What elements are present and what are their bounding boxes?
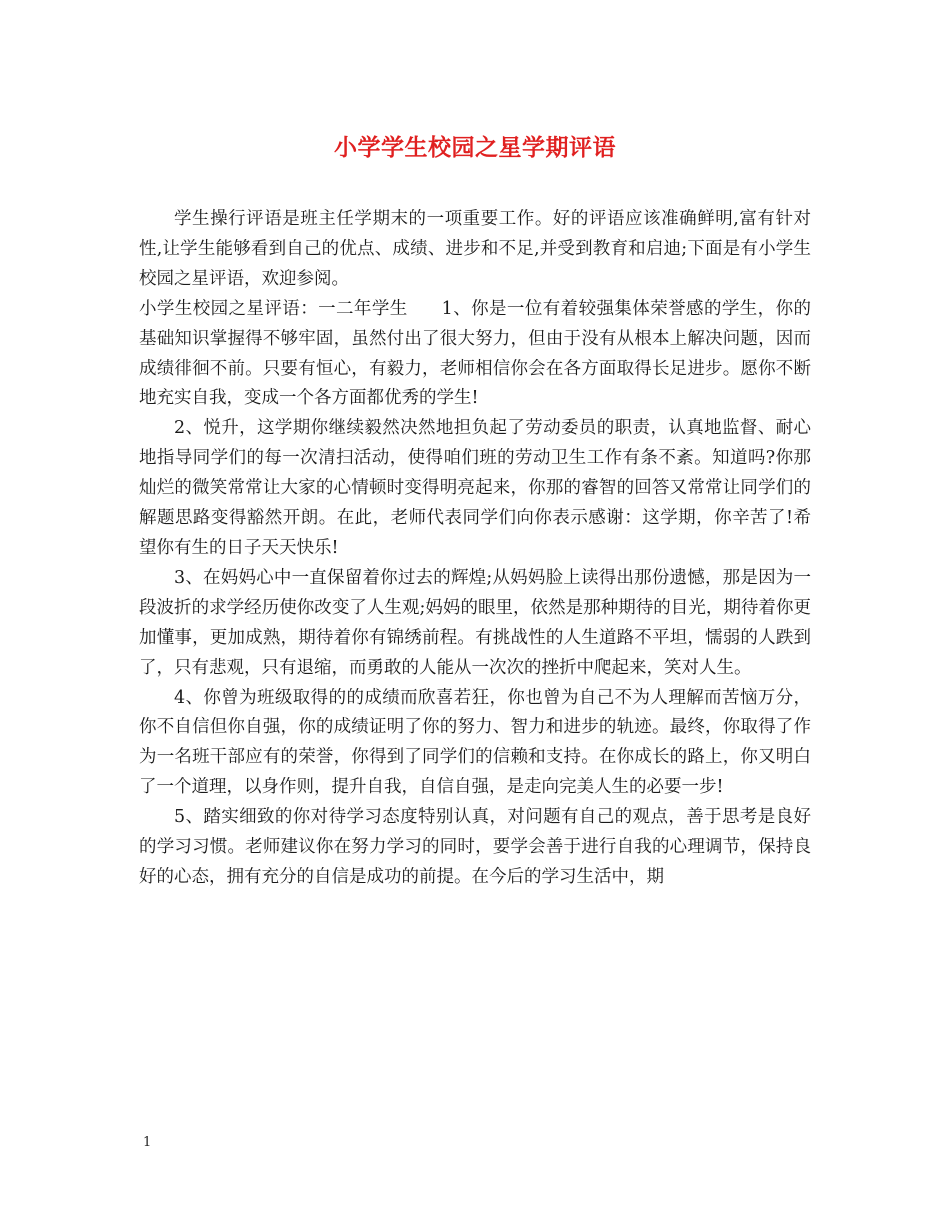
section-paragraph-1 bbox=[139, 295, 811, 415]
document-body bbox=[139, 205, 811, 893]
comment-5: 5、踏实细致的你对待学习态度特别认真，对问题有自己的观点，善于思考是良好的学习习惯。老师建议你在努力学习的同时，要学会善于进行自我的心理调节，保持良好的心态，拥有充分的自信是成功的前提。在今后的学习生活中，期 bbox=[139, 807, 811, 887]
comment-1: 1、你是一位有着较强集体荣誉感的学生，你的基础知识掌握得不够牢固，虽然付出了很大努力，但由于没有从根本上解决问题，因而成绩徘徊不前。只要有恒心，有毅力，老师相信你会在各方面取得长足进步。愿你不断地充实自我，变成一个各方面都优秀的学生! bbox=[139, 298, 811, 409]
document-title: 小学学生校园之星学期评语 bbox=[334, 134, 616, 161]
comment-3: 3、在妈妈心中一直保留着你过去的辉煌;从妈妈脸上读得出那份遗憾，那是因为一段波折的求学经历使你改变了人生观;妈妈的眼里，依然是那种期待的目光，期待着你更加懂事，更加成熟，期待着你有锦绣前程。有挑战性的人生道路不平坦，懦弱的人跌到了，只有悲观，只有退缩，而勇敢的人能从一次次的挫折中爬起来，笑对人生。 bbox=[139, 567, 811, 678]
comment-4: 4、你曾为班级取得的的成绩而欣喜若狂，你也曾为自己不为人理解而苦恼万分，你不自信但你自强，你的成绩证明了你的努力、智力和进步的轨迹。最终，你取得了作为一名班干部应有的荣誉，你得到了同学们的信赖和支持。在你成长的路上，你又明白了一个道理，以身作则，提升自我，自信自强，是走向完美人生的必要一步! bbox=[139, 687, 811, 798]
comment-2: 2、悦升，这学期你继续毅然决然地担负起了劳动委员的职责，认真地监督、耐心地指导同学们的每一次清扫活动，使得咱们班的劳动卫生工作有条不紊。知道吗?你那灿烂的微笑常常让大家的心情顿时变得明亮起来，你那的睿智的回答又常常让同学们的解题思路变得豁然开朗。在此，老师代表同学们向你表示感谢：这学期，你辛苦了!希望你有生的日子天天快乐! bbox=[139, 418, 811, 558]
intro-paragraph: 学生操行评语是班主任学期末的一项重要工作。好的评语应该准确鲜明,富有针对性,让学生能够看到自己的优点、成绩、进步和不足,并受到教育和启迪;下面是有小学生校园之星评语，欢迎参阅。 bbox=[139, 209, 811, 289]
section-heading: 小学生校园之星评语：一二年学生 bbox=[139, 298, 408, 319]
page-number: 1 bbox=[143, 1135, 152, 1150]
